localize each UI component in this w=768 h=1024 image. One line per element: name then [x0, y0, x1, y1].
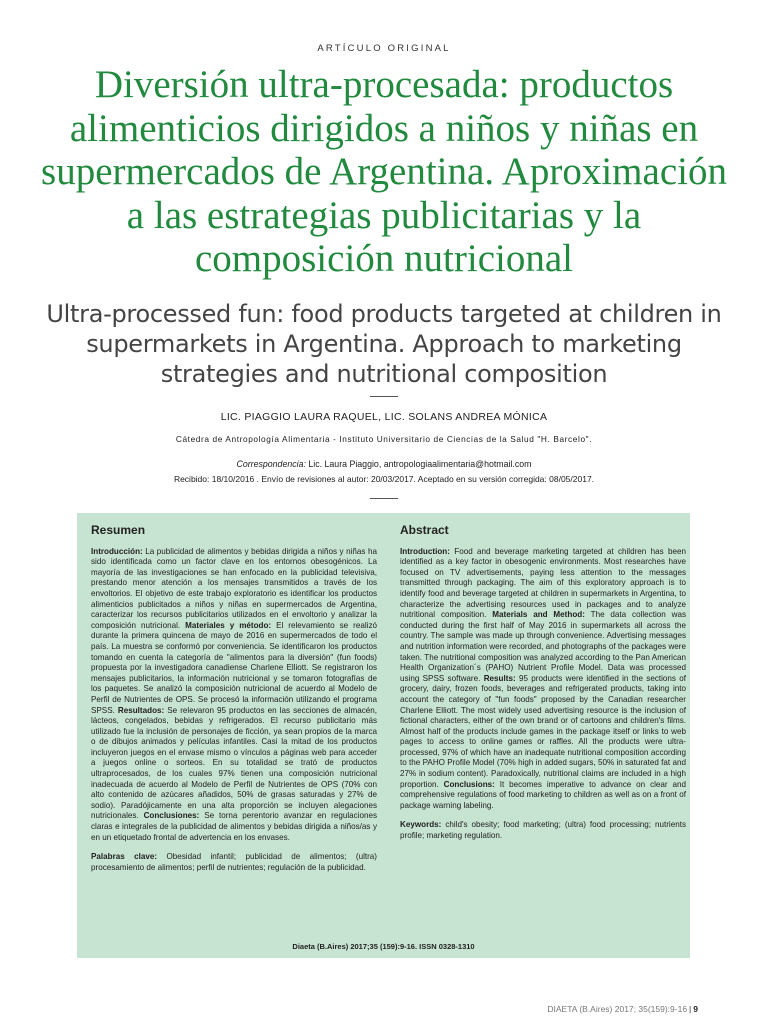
resumen-results: Se relevaron 95 productos en las secciones de almacén, lácteos, congelados, bebidas y refrigerados. El recurso publicitario más utilizado fue la inclusión de personajes de ficción, ya sean propios de la marca o de dibujos animados y películas infantiles. Casi la mitad de los productos incluyeron juegos en el envase mismo o vínculos a páginas web para acceder a juegos online o sorteos. En su totalidad se trató de productos ultraprocesados, de los cuales 97% tienen una composición nutricional inadecuada de acuerdo al Modelo de Perfil de Nutrientes de OPS (70% con alto contenido de azúcares añadidos, 50% de grasas saturadas y 27% de sodio). Paradójicamente en una alta proporción se incluyen alegaciones nutricionales.: [91, 705, 377, 821]
divider: [370, 498, 398, 499]
abstract-body: [400, 547, 686, 812]
correspondence: [0, 459, 768, 469]
authors: LIC. PIAGGIO LAURA RAQUEL, LIC. SOLANS ANDREA MÓNICA: [220, 411, 548, 423]
resumen-keywords-text: Obesidad infantil; publicidad de alimentos; (ultra) procesamiento de alimentos; perfil de nutrientes; regulación de la publicidad.: [91, 852, 378, 872]
divider: [370, 396, 398, 397]
resumen-intro-label: Introducción:: [91, 546, 143, 556]
abstract-results: 95 products were identified in the sections of grocery, dairy, frozen foods, beverages and refrigerated products, taking into account the category of "fun foods" proposed by the Canadian researcher Charlene Elliott. The most widely used advertising resource is the inclusion of fictional characters, either of the own brand or of cartoons and children's films. Almost half of the products include games in the package itself or links to web pages to access to online games or raffles. All the products were ultra-processed, 97% of which have an inadequate nutritional composition according to the PAHO Profile Model (70% high in added sugars, 50% in saturated fat and 27% in sodium content). Paradoxically, nutritional claims are included in a high proportion.: [400, 673, 687, 789]
abstract-column: [400, 525, 686, 842]
correspondence-text: Lic. Laura Piaggio, antropologiaalimentaria@hotmail.com: [308, 459, 532, 469]
abstract-box: [77, 513, 690, 958]
resumen-conclusions: Se torna perentorio avanzar en regulaciones claras e integrales de la publicidad de alimentos y bebidas dirigida a niños/as y en un etiquetado frontal de advertencia en los envases.: [91, 811, 378, 842]
received-dates: Recibido: 18/10/2016 . Envío de revisiones al autor: 20/03/2017. Aceptado en su versión corregida: 08/05/2017.: [173, 474, 595, 484]
resumen-methods: El relevamiento se realizó durante la primera quincena de mayo de 2016 en supermercados de todo el país. La muestra se conformó por conveniencia. Se identificaron los productos tomando en cuenta la categoría de "alimentos para la diversión" (fun foods) propuesta por la investigadora canadiense Charlene Elliott. Se registraron los mensajes publicitarios, la información nutricional y se tomaron fotografías de los paquetes. Se analizó la composición nutricional de acuerdo al Modelo de Perfil de Nutrientes de OPS. Se procesó la información utilizando el programa SPSS.: [91, 620, 378, 715]
abstract-intro-label: Introduction:: [400, 546, 450, 556]
citation: Diaeta (B.Aires) 2017;35 (159):9-16. ISSN 0328-1310: [292, 942, 475, 951]
resumen-column: [91, 525, 377, 873]
correspondence-label: Correspondencia:: [236, 459, 306, 469]
resumen-heading: Resumen: [91, 523, 146, 537]
page-number: 9: [693, 1004, 698, 1014]
page-footer: [547, 1004, 698, 1014]
affiliation: Cátedra de Antropología Alimentaria - Instituto Universitario de Ciencias de la Salud "H. Barcelo".: [175, 434, 593, 444]
resumen-results-label: Resultados:: [117, 705, 165, 715]
resumen-intro: La publicidad de alimentos y bebidas dirigida a niños y niñas ha sido identificada como un factor clave en los entornos obesogénicos. La mayoría de las investigaciones se han enfocado en la publicidad televisiva, prestando menor atención a los mensajes transmitidos a través de los envoltorios. El objetivo de este trabajo exploratorio es identificar los productos alimenticios publicitados a niños y niñas en supermercados de Argentina, caracterizar los recursos publicitarios utilizados en el envoltorio y analizar la composición nutricional.: [91, 546, 378, 630]
resumen-keywords: [91, 852, 377, 873]
resumen-conclusions-label: Conclusiones:: [143, 811, 200, 821]
resumen-methods-label: Materiales y método:: [185, 620, 272, 630]
title-spanish: Diversión ultra-procesada: productos alimenticios dirigidos a niños y niñas en supermercados de Argentina. Aproximación a las estrategias publicitarias y la composición nutricional: [41, 63, 727, 280]
abstract-methods: The data collection was conducted during the first half of May 2016 in supermarkets all across the country. The sample was made up through convenience. Advertising messages and nutrition information were recorded, and photographs of the packages were taken. The nutritional composition was analyzed according to the Pan American Health Organization´s (PAHO) Nutrient Profile Model. Data was processed using SPSS software.: [400, 610, 687, 683]
footer-journal: DIAETA (B.Aires) 2017; 35(159):9-16: [547, 1004, 688, 1014]
abstract-intro: Food and beverage marketing targeted at children has been identified as a key factor in obesogenic environments. Most researches have focused on TV advertisements, paying less attention to the messages transmitted through packaging. The aim of this exploratory approach is to identify food and beverage targeted at children in supermarkets in Argentina, to characterize the advertising resources used in packages and to analyze nutritional composition.: [400, 546, 687, 620]
title-english: Ultra-processed fun: food products targeted at children in supermarkets in Argentina. Approach to marketing strategies and nutritional composition: [46, 300, 722, 388]
abstract-results-label: Results:: [483, 673, 516, 683]
abstract-conclusions: It becomes imperative to advance on clear and comprehensive regulations of food marketing to children as well as on a front of package warning labeling.: [400, 779, 687, 810]
footer-separator: |: [689, 1004, 692, 1014]
abstract-conclusions-label: Conclusions:: [443, 779, 495, 789]
abstract-heading: Abstract: [400, 523, 449, 537]
abstract-keywords-label: Keywords:: [400, 820, 442, 830]
resumen-keywords-label: Palabras clave:: [91, 852, 158, 862]
abstract-keywords-text: child's obesity; food marketing; (ultra) food processing; nutrients profile; marketing regulation.: [400, 820, 686, 841]
resumen-body: [91, 547, 377, 844]
abstract-keywords: [400, 820, 686, 841]
abstract-methods-label: Materials and Method:: [492, 610, 585, 620]
section-label: ARTÍCULO ORIGINAL: [317, 43, 451, 54]
